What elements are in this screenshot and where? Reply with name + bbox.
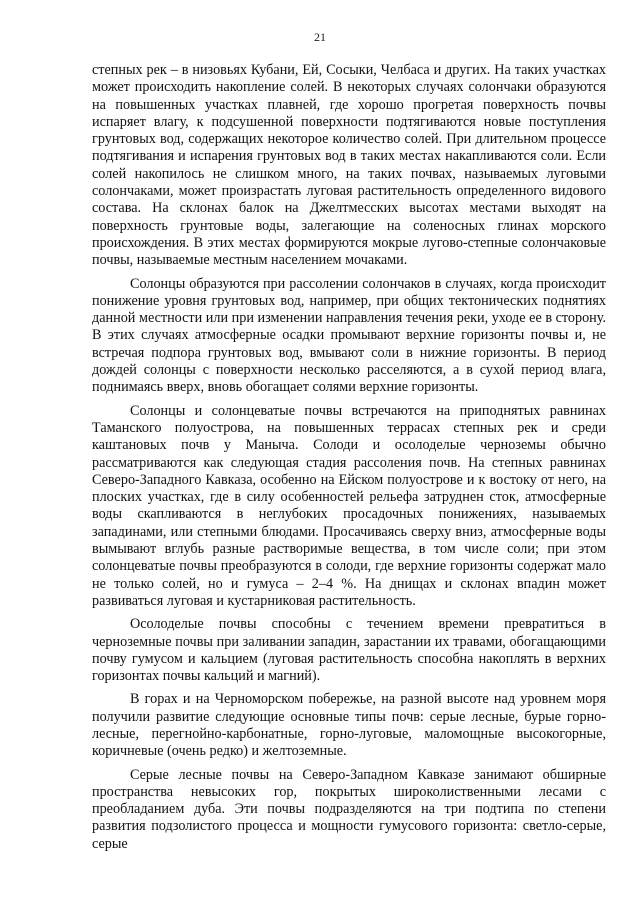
paragraph-solonetz-distribution: Солонцы и солонцеватые почвы встречаются на приподнятых равнинах Таманского полуострова, на повышенных террасах степных рек и среди каштановых почв у Маныча. Солоди и осолоделые черноземы обычно рассматриваются как следующая стадия рассоления почв. На степных равнинах Северо-Западного Кавказа, особенно на Ейском полуострове и к востоку от него, на плоских участках, где в силу особенностей рельефа затруднен сток, атмосферные воды скапливаются в неглубоких просадочных понижениях, называемых западинами, или степными блюдами. Просачиваясь сверху вниз, атмосферные воды вымывают вглубь разные растворимые вещества, в том числе соли; при этом солонцеватые почвы преобразуются в солоди, где верхние горизонты содержат мало не только солей, но и гумуса – 2–4 %. На днищах и склонах впадин может развиваться луговая и кустарниковая растительность. — [92, 402, 606, 609]
paragraph-solonetz-formation: Солонцы образуются при рассолении солончаков в случаях, когда происходит понижение уровня грунтовых вод, например, при общих тектонических поднятиях данной местности или при изменении направления течения реки, уходе ее в сторону. В этих случаях атмосферные осадки промывают верхние горизонты почвы и, не встречая подпора грунтовых вод, вмывают соли в нижние горизонты. В период дождей солонцы с поверхности несколько расселяются, а в сухой период влага, поднимаясь вверх, вновь обогащает солями верхние горизонты. — [92, 275, 606, 396]
body-text — [92, 62, 606, 859]
paragraph-solodized-soils: Осолоделые почвы способны с течением времени превратиться в черноземные почвы при заливании западин, зарастании их травами, обогащающими почву гумусом и кальцием (луговая растительность способна накоплять в верхних горизонтах почвы кальций и магний). — [92, 616, 606, 685]
paragraph-gray-forest-soils: Серые лесные почвы на Северо-Западном Кавказе занимают обширные пространства невысоких гор, покрытых широколиственными лесами с преобладанием дуба. Эти почвы подразделяются на три подтипа по степени развития подзолистого процесса и мощности гумусового горизонта: светло-серые, серые — [92, 766, 606, 852]
page-number: 21 — [314, 30, 326, 44]
paragraph-mountain-soils: В горах и на Черноморском побережье, на разной высоте над уровнем моря получили развитие следующие основные типы почв: серые лесные, бурые горно-лесные, перегнойно-карбонатные, горно-луговые, маломощные высокогорные, коричневые (очень редко) и желтоземные. — [92, 691, 606, 760]
paragraph-salt-marshes: степных рек – в низовьях Кубани, Ей, Сосыки, Челбаса и других. На таких участках может происходить накопление солей. В некоторых случаях солончаки образуются на повышенных участках плавней, где хорошо прогретая поверхность почвы испаряет влагу, к подсушенной поверхности подтягиваются новые поступления грунтовых вод, содержащих некоторое количество солей. При длительном процессе подтягивания и испарения грунтовых вод в таких местах накапливаются соли. Если солей накопилось не слишком много, на таких почвах, называемых луговыми солончаками, может произрастать луговая растительность определенного видового состава. На склонах балок на Джелтмесских высотах местами выходят на поверхность грунтовые воды, залегающие на соленосных глинах морского происхождения. В этих местах формируются мокрые лугово-степные солончаковые почвы, называемые местным населением мочаками. — [92, 62, 606, 269]
